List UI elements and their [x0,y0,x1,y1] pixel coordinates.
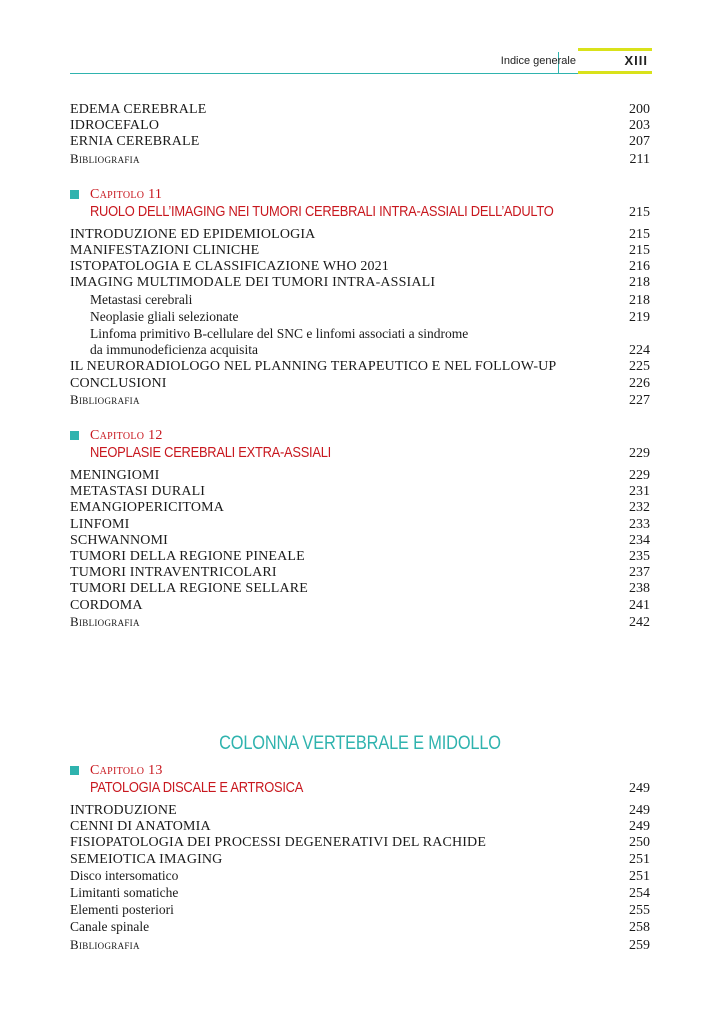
toc-entry-bibliography[interactable]: Bibliografia 259 [70,936,650,953]
square-bullet-icon [70,766,79,775]
page-number: XIII [624,53,648,68]
toc-entry[interactable]: INTRODUZIONE 249 [70,803,650,818]
toc-entry[interactable]: CONCLUSIONI 226 [70,375,650,391]
toc-entry[interactable]: FISIOPATOLOGIA DEI PROCESSI DEGENERATIVI DEL RACHIDE 250 [70,835,650,851]
toc-entry[interactable]: IMAGING MULTIMODALE DEI TUMORI INTRA-ASSIALI 218 [70,275,650,291]
chapter-11 [70,186,650,409]
toc-entry[interactable]: IL NEURORADIOLOGO NEL PLANNING TERAPEUTICO E NEL FOLLOW-UP 225 [70,359,650,375]
toc-upper [70,102,650,631]
square-bullet-icon [70,190,79,199]
section-heading [70,732,650,758]
toc-subentry[interactable]: Disco intersomatico 251 [70,867,650,884]
running-header [70,48,652,74]
toc-entry[interactable]: EDEMA CEREBRALE 200 [70,102,650,117]
toc-entry[interactable]: CORDOMA 241 [70,597,650,613]
chapter-title-row[interactable]: PATOLOGIA DISCALE E ARTROSICA 249 [90,779,650,796]
toc-entry-bibliography[interactable]: Bibliografia 227 [70,391,650,408]
toc-entry[interactable]: EMANGIOPERICITOMA 232 [70,500,650,516]
toc-entry-bibliography[interactable]: Bibliografia 211 [70,150,650,167]
toc-entry[interactable]: CENNI DI ANATOMIA 249 [70,819,650,835]
chapter-12 [70,427,650,631]
toc-subentry[interactable]: Metastasi cerebrali 218 [90,291,650,308]
toc-entry[interactable]: TUMORI DELLA REGIONE PINEALE 235 [70,549,650,565]
toc-subentry[interactable]: Elementi posteriori 255 [70,902,650,919]
toc-entry[interactable]: TUMORI DELLA REGIONE SELLARE 238 [70,581,650,597]
toc-entry[interactable]: ERNIA CEREBRALE 207 [70,134,650,150]
running-title: Indice generale [500,55,576,67]
toc-subentry[interactable]: Canale spinale 258 [70,919,650,936]
toc-entry[interactable]: SEMEIOTICA IMAGING 251 [70,851,650,867]
chapter-title: NEOPLASIE CEREBRALI EXTRA-ASSIALI [90,444,331,462]
toc-subentry[interactable]: Neoplasie gliali selezionate 219 [90,308,650,325]
chapter-title-row[interactable]: RUOLO DELL’IMAGING NEI TUMORI CEREBRALI INTRA-ASSIALI DELL’ADULTO 215 [90,202,650,220]
chapter-13 [70,762,650,954]
toc-entry[interactable]: MANIFESTAZIONI CLINICHE 215 [70,243,650,259]
section-title: COLONNA VERTEBRALE E MIDOLLO [219,732,501,754]
header-rule [70,73,652,74]
toc-subentry[interactable]: Limitanti somatiche 254 [70,885,650,902]
toc-entry[interactable]: MENINGIOMI 229 [70,468,650,484]
toc-subentry[interactable]: da immunodeficienza acquisita 224 [90,342,650,359]
toc-entry[interactable]: INTRODUZIONE ED EPIDEMIOLOGIA 215 [70,226,650,242]
chapter-label: Capitolo 12 [70,427,650,444]
chapter-label: Capitolo 13 [70,762,650,779]
page-number-box [578,48,652,74]
toc-entry[interactable]: SCHWANNOMI 234 [70,532,650,548]
toc-entry[interactable]: METASTASI DURALI 231 [70,484,650,500]
chapter-label: Capitolo 11 [70,186,650,203]
toc-entry[interactable]: LINFOMI 233 [70,516,650,532]
toc-lower [70,762,650,954]
toc-entry[interactable]: IDROCEFALO 203 [70,118,650,134]
chapter-title: RUOLO DELL’IMAGING NEI TUMORI CEREBRALI INTRA-ASSIALI DELL’ADULTO [90,202,554,220]
toc-entry[interactable]: TUMORI INTRAVENTRICOLARI 237 [70,565,650,581]
toc-entry-bibliography[interactable]: Bibliografia 242 [70,613,650,630]
toc-entry[interactable]: ISTOPATOLOGIA E CLASSIFICAZIONE WHO 2021 216 [70,259,650,275]
chapter-title-row[interactable]: NEOPLASIE CEREBRALI EXTRA-ASSIALI 229 [90,444,650,462]
toc-subentry[interactable]: Linfoma primitivo B-cellulare del SNC e linfomi associati a sindrome [90,326,469,342]
square-bullet-icon [70,431,79,440]
chapter-title: PATOLOGIA DISCALE E ARTROSICA [90,779,304,796]
